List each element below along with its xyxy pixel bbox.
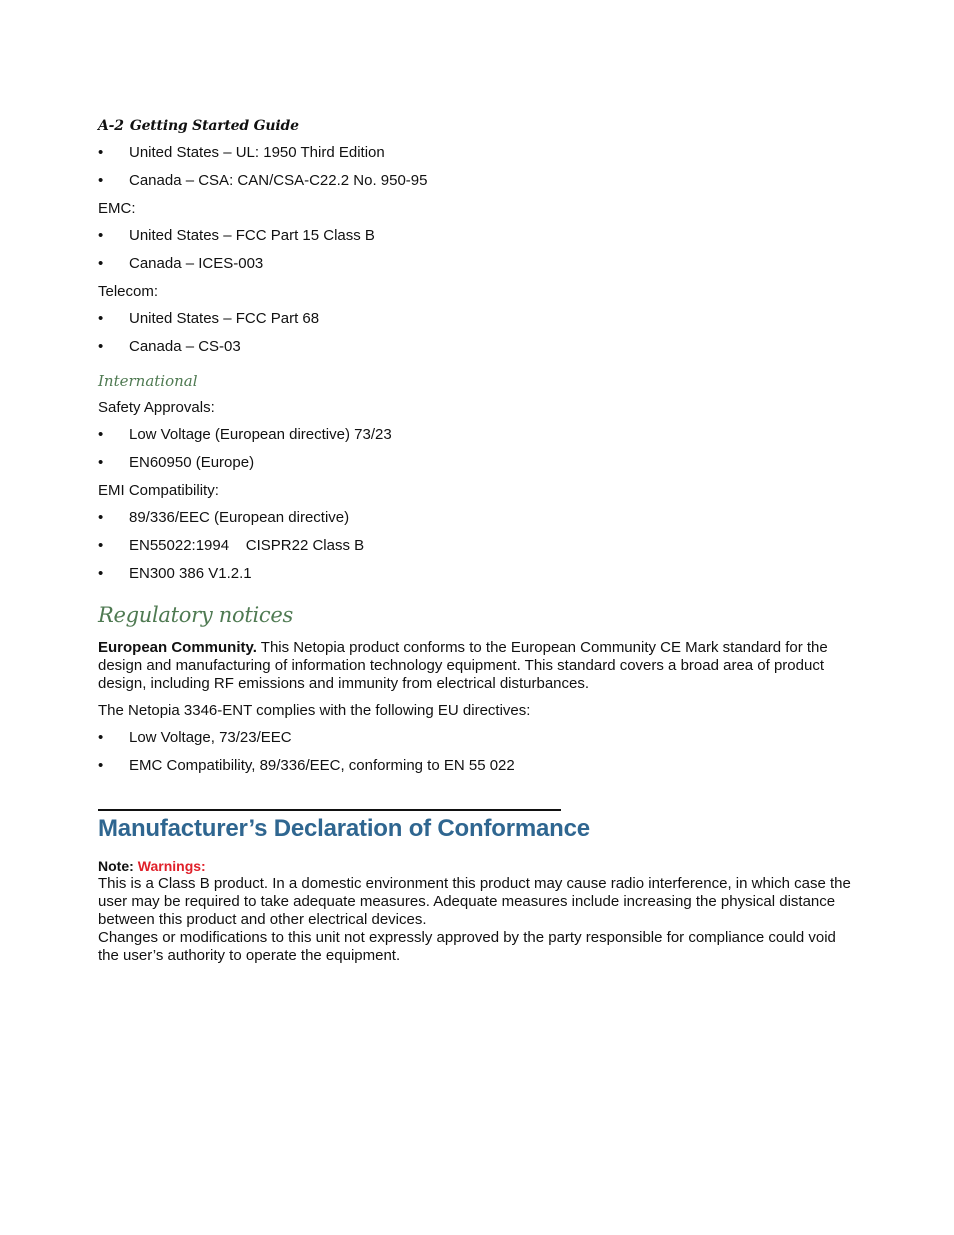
list-item: • Canada – ICES-003 <box>98 255 264 272</box>
emi-compatibility-list <box>98 509 858 583</box>
emc-label: EMC: <box>98 200 136 217</box>
us-safety-list <box>98 144 858 190</box>
bullet-icon: • <box>98 757 104 774</box>
list-item: • United States – UL: 1950 Third Edition <box>98 144 385 161</box>
telecom-list <box>98 310 858 356</box>
list-item: • Low Voltage, 73/23/EEC <box>98 729 292 746</box>
bullet-icon: • <box>98 426 104 443</box>
bullet-icon: • <box>98 537 104 554</box>
modifications-warning-text: Changes or modifications to this unit not expressly approved by the party responsible for compliance could void the user’s authority to operate the equipment. <box>98 929 836 964</box>
running-header <box>98 118 858 134</box>
list-item: • Canada – CSA: CAN/CSA-C22.2 No. 950-95 <box>98 172 428 189</box>
list-item: • Canada – CS-03 <box>98 338 241 355</box>
list-item: • Low Voltage (European directive) 73/23 <box>98 426 392 443</box>
bullet-icon: • <box>98 565 104 582</box>
list-item: • United States – FCC Part 68 <box>98 310 320 327</box>
eu-directives-list <box>98 729 858 775</box>
eu-directives-intro: The Netopia 3346-ENT complies with the following EU directives: <box>98 702 531 719</box>
bullet-icon: • <box>98 338 104 355</box>
emc-list <box>98 227 858 273</box>
list-item: • EN55022:1994 CISPR22 Class B <box>98 537 365 554</box>
list-item: • EN300 386 V1.2.1 <box>98 565 252 582</box>
european-community-paragraph <box>98 639 858 693</box>
list-item: • EN60950 (Europe) <box>98 454 255 471</box>
chapter-number: A-2 <box>98 118 124 134</box>
emi-compatibility-label: EMI Compatibility: <box>98 482 219 499</box>
document-page <box>98 118 858 965</box>
warnings-label: Warnings: <box>137 858 206 874</box>
note-label: Note: <box>98 858 134 874</box>
european-community-body: This Netopia product conforms to the European Community CE Mark standard for the design and manufacturing of information technology equipment. This standard covers a broad area of product design, including RF emissions and immunity from electrical disturbances. <box>98 639 828 692</box>
bullet-icon: • <box>98 454 104 471</box>
class-b-warning-text: This is a Class B product. In a domestic environment this product may cause radio interference, in which case the user may be required to take adequate measures. Adequate measures include increasing the physical distance between this product and other electrical devices. <box>98 875 851 928</box>
bullet-icon: • <box>98 509 104 526</box>
international-heading: International <box>98 372 198 390</box>
safety-approvals-list <box>98 426 858 472</box>
bullet-icon: • <box>98 729 104 746</box>
bullet-icon: • <box>98 255 104 272</box>
bullet-icon: • <box>98 310 104 327</box>
bullet-icon: • <box>98 227 104 244</box>
european-community-lead: European Community. <box>98 639 257 656</box>
section-divider <box>98 809 561 811</box>
list-item: • 89/336/EEC (European directive) <box>98 509 350 526</box>
note-line <box>98 857 858 875</box>
declaration-heading: Manufacturer’s Declaration of Conformance <box>98 815 590 842</box>
bullet-icon: • <box>98 144 104 161</box>
regulatory-notices-heading: Regulatory notices <box>98 603 293 627</box>
bullet-icon: • <box>98 172 104 189</box>
list-item: • EMC Compatibility, 89/336/EEC, conforming to EN 55 022 <box>98 757 515 774</box>
telecom-label: Telecom: <box>98 283 159 300</box>
guide-title: Getting Started Guide <box>129 118 299 134</box>
safety-approvals-label: Safety Approvals: <box>98 399 215 416</box>
list-item: • United States – FCC Part 15 Class B <box>98 227 375 244</box>
